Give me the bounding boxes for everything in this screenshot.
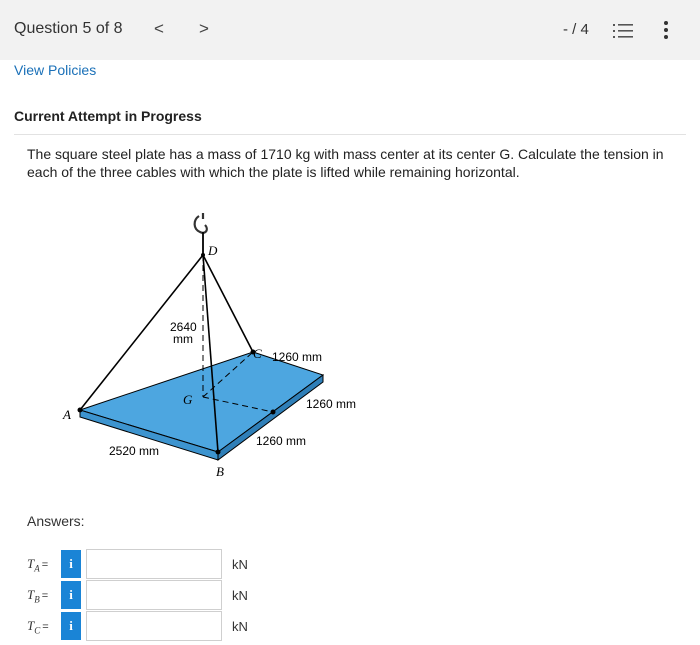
answer-label-tb: $T_B$ = [27, 587, 49, 605]
label-b: B [216, 464, 224, 479]
question-list-icon[interactable] [613, 22, 633, 40]
label-d: D [208, 243, 218, 258]
hook-icon [195, 213, 207, 233]
view-policies-link[interactable]: View Policies [14, 62, 97, 78]
attempt-status: Current Attempt in Progress [14, 108, 202, 124]
info-button-tb[interactable]: i [61, 581, 81, 609]
point-a-marker [78, 408, 83, 413]
label-g: G [183, 392, 193, 407]
previous-question-button[interactable]: < [154, 19, 164, 38]
edge-midpoint-marker [271, 410, 276, 415]
answer-input-tc[interactable] [86, 611, 222, 641]
next-question-button[interactable]: > [199, 19, 209, 38]
question-text: The square steel plate has a mass of 1710 kg with mass center at its center G. Calculate the tension in each of the three cables with which the plate is lifted while remaining horizontal. [27, 146, 664, 180]
steel-plate-figure [55, 205, 375, 490]
divider [14, 134, 686, 135]
label-dim-right: 1260 mm [306, 397, 357, 411]
label-dim-left: 2520 mm [109, 444, 160, 458]
answer-row-tc [27, 611, 267, 641]
answer-input-tb[interactable] [86, 580, 222, 610]
question-title: Question 5 of 8 [14, 20, 123, 37]
answer-label-tc: $T_C$ = [27, 618, 49, 636]
answer-row-ta [27, 549, 267, 579]
label-c: C [253, 346, 262, 361]
info-button-tc[interactable]: i [61, 612, 81, 640]
label-height-value: 2640 [170, 320, 197, 334]
question-score: - / 4 [563, 21, 589, 38]
label-dim-front: 1260 mm [256, 434, 307, 448]
label-dim-c: 1260 mm [272, 350, 323, 364]
answer-row-tb [27, 580, 267, 610]
point-b-marker [216, 450, 221, 455]
answer-input-ta[interactable] [86, 549, 222, 579]
cable-dc [203, 255, 253, 352]
unit-label-tb: kN [232, 588, 248, 603]
point-d-marker [201, 253, 205, 257]
info-button-ta[interactable]: i [61, 550, 81, 578]
answer-label-ta: $T_A$ = [27, 556, 49, 574]
unit-label-tc: kN [232, 619, 248, 634]
question-header [0, 0, 700, 60]
label-a: A [63, 407, 71, 422]
label-height-unit: mm [173, 332, 193, 346]
answers-label: Answers: [27, 513, 85, 529]
unit-label-ta: kN [232, 557, 248, 572]
more-options-icon[interactable] [662, 20, 670, 40]
